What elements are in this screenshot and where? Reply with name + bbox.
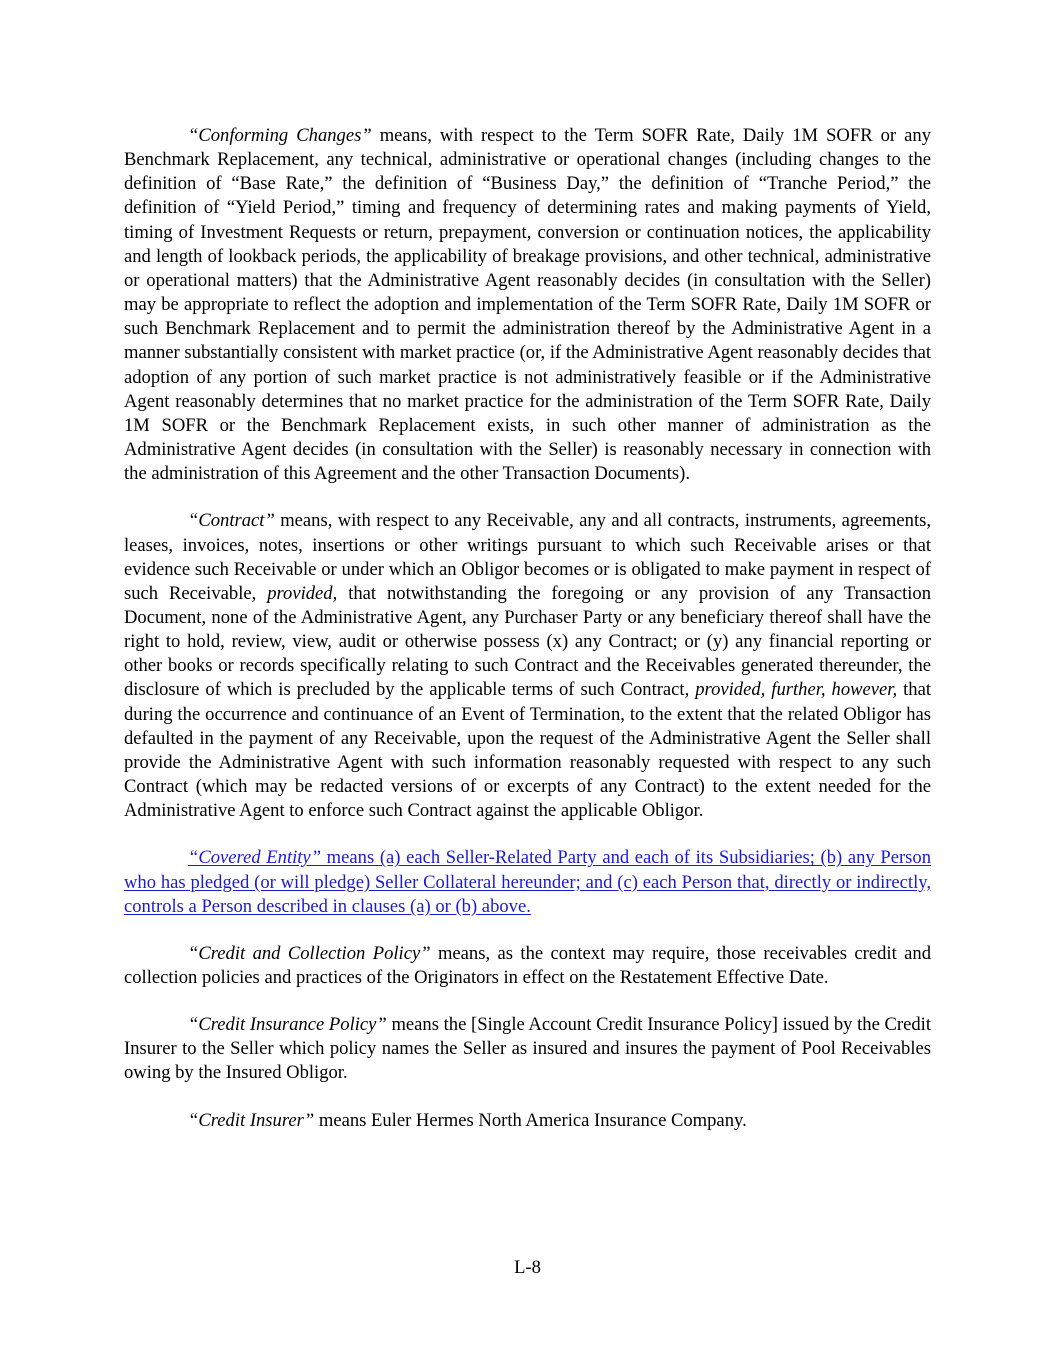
definition-conforming-changes: [124, 124, 931, 486]
definition-text: means (a) each Seller-Related Party and each of its Subsidiaries; (b) any Person who has pledged (or will pledge) Seller Collateral hereunder; and (c) each Person that, directly or indirectly, controls a Person described in clauses (a) or (b) above.: [124, 847, 931, 917]
proviso-text: provided, further, however,: [695, 679, 898, 701]
definition-covered-entity: [124, 846, 931, 918]
definition-credit-insurance-policy: [124, 1013, 931, 1085]
definition-text: means, with respect to any Receivable, any and all contracts, instruments, agreements, leases, invoices, notes, insertions or other writings pursuant to which such Receivable arises or that evidence such Receivable or under which an Obligor becomes or is obligated to make payment in respect of such Receivable,: [124, 510, 931, 604]
definition-credit-and-collection-policy: [124, 942, 931, 990]
defined-term: “Contract”: [188, 510, 275, 532]
defined-term: “Credit and Collection Policy”: [188, 942, 431, 964]
page-number: L-8: [514, 1257, 541, 1278]
definition-credit-insurer: [124, 1109, 931, 1133]
definition-text: , that notwithstanding the foregoing or any provision of any Transaction Document, none of the Administrative Agent, any Purchaser Party or any beneficiary thereof shall have the right to hold, review, view, audit or otherwise possess (x) any Contract; or (y) any financial reporting or other books or records specifically relating to such Contract and the Receivables generated thereunder, the disclosure of which is precluded by the applicable terms of such Contract,: [124, 582, 931, 701]
document-page: [124, 124, 931, 1156]
defined-term: “Conforming Changes”: [188, 125, 372, 146]
definition-text: means, as the context may require, those receivables credit and collection policies and practices of the Originators in effect on the Restatement Effective Date.: [124, 942, 931, 988]
definition-contract: [124, 509, 931, 823]
definition-text: that during the occurrence and continuance of an Event of Termination, to the extent that the related Obligor has defaulted in the payment of any Receivable, upon the request of the Administrative Agent the Seller shall provide the Administrative Agent with such information reasonably requested with respect to any such Contract (which may be redacted versions of or excerpts of any Contract) to the extent needed for the Administrative Agent to enforce such Contract against the applicable Obligor.: [124, 679, 932, 822]
defined-term: “Credit Insurance Policy”: [188, 1014, 387, 1036]
defined-term: “Credit Insurer”: [188, 1109, 315, 1131]
proviso-text: provided: [267, 582, 333, 604]
definition-text: means the [Single Account Credit Insurance Policy] issued by the Credit Insurer to the Seller which policy names the Seller as insured and insures the payment of Pool Receivables owing by the Insured Obligor.: [124, 1014, 931, 1084]
definition-text: means Euler Hermes North America Insurance Company.: [314, 1109, 747, 1131]
defined-term: “Covered Entity”: [188, 847, 322, 869]
definition-text: means, with respect to the Term SOFR Rate, Daily 1M SOFR or any Benchmark Replacement, any technical, administrative or operational changes (including changes to the definition of “Base Rate,” the definition of “Business Day,” the definition of “Tranche Period,” the definition of “Yield Period,” timing and frequency of determining rates and making payments of Yield, timing of Investment Requests or return, prepayment, conversion or continuation notices, the applicability and length of lookback periods, the applicability of breakage provisions, and other technical, administrative or operational matters) that the Administrative Agent reasonably decides (in consultation with the Seller) may be appropriate to reflect the adoption and implementation of the Term SOFR Rate, Daily 1M SOFR or such Benchmark Replacement and to permit the administration thereof by the Administrative Agent in a manner substantially consistent with market practice (or, if the Administrative Agent reasonably decides that adoption of any portion of such market practice is not administratively feasible or if the Administrative Agent reasonably determines that no market practice for the administration of the Term SOFR Rate, Daily 1M SOFR or the Benchmark Replacement exists, in such other manner of administration as the Administrative Agent decides (in consultation with the Seller) is reasonably necessary in connection with the administration of this Agreement and the other Transaction Documents).: [124, 125, 931, 485]
